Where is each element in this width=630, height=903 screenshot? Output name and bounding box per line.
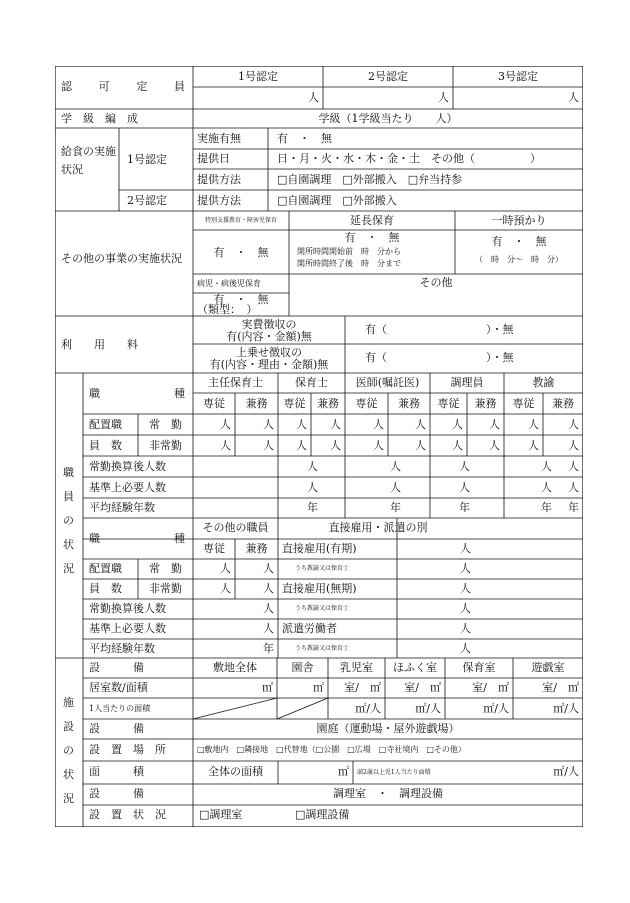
staff-cat-nurse: 保育士	[295, 376, 328, 389]
staff-other-staff: その他の職員	[202, 521, 269, 534]
temporary-care-time: （ 時 分～ 時 分）	[475, 255, 563, 264]
staff-year-unit: 年	[263, 642, 274, 655]
staff-unit: 人	[263, 418, 274, 431]
staff-unit: 人	[220, 582, 231, 595]
extended-care-label: 延長保育	[350, 214, 394, 227]
staff-irregular-label-2: 非常勤	[149, 582, 182, 595]
staff-unit: 人	[415, 418, 426, 431]
staff-unit: 人	[307, 481, 318, 494]
facility-per-person-unit: ㎡/人	[553, 702, 579, 715]
facility-per-person-unit: ㎡/人	[355, 702, 381, 715]
facility-per-person-unit: ㎡/人	[415, 702, 441, 715]
staff-teacher-note-3: うち教諭又は保育士	[295, 645, 350, 652]
meals-type1: 1号認定	[127, 153, 167, 166]
staff-unit: 人	[568, 418, 579, 431]
facility-equipment-label-3: 設 備	[89, 787, 144, 800]
staff-unit: 人	[263, 622, 274, 635]
staff-unit: 人	[528, 439, 539, 452]
staff-cat-doctor: 医師(嘱託医)	[355, 376, 420, 389]
meals-method-value-type1: □自園調理 □外部搬入 □弁当持参	[277, 173, 463, 186]
staff-placement-label-b: 員 数	[89, 439, 122, 452]
staff-unit: 人	[415, 439, 426, 452]
other-projects-label: その他の事業の実施状況	[61, 252, 182, 265]
staff-unit: 人	[460, 562, 471, 575]
staff-unit: 人	[528, 418, 539, 431]
meals-type2: 2号認定	[127, 194, 167, 207]
facility-area-unit: ㎡	[262, 681, 273, 694]
staff-dual-4: 兼務	[474, 397, 497, 410]
facility-area-unit: ㎡	[313, 681, 324, 694]
staff-unit: 人	[459, 481, 470, 494]
facility-space-nursery-room: 保育室	[462, 661, 496, 674]
facility-label: 施設の状況	[63, 696, 74, 805]
fees-surcharge-value: 有（ ）・無	[365, 351, 514, 364]
staff-unit: 人	[390, 481, 401, 494]
staff-fulltime-4: 専従	[437, 397, 460, 410]
staff-unit: 人	[452, 439, 463, 452]
staff-unit: 人	[373, 418, 384, 431]
facility-room-area-label: 居室数/面積	[89, 681, 148, 694]
staff-unit: 人	[460, 602, 471, 615]
capacity-header-type2: 2号認定	[368, 70, 408, 83]
staff-dispatch: 派遣労働者	[282, 622, 337, 635]
facility-space-building: 園舎	[291, 661, 314, 674]
staff-fulltime-1: 専従	[203, 397, 225, 410]
staff-unit: 人	[568, 481, 579, 494]
staff-unit: 人	[263, 562, 274, 575]
staff-regular-label: 常 勤	[149, 418, 182, 431]
staff-irregular-label: 非常勤	[149, 439, 182, 452]
facility-room-area-unit: 室/ ㎡	[404, 681, 441, 694]
staff-placement-label-a-2: 配置職	[89, 562, 122, 575]
staff-dual-5: 兼務	[552, 397, 574, 410]
facility-space-crawling-room: ほふく室	[393, 661, 437, 674]
staff-unit: 人	[541, 481, 552, 494]
staff-avg-years-label: 平均経験年数	[89, 501, 155, 514]
fees-label: 利 用 料	[61, 338, 138, 351]
facility-per-child-unit: ㎡/人	[553, 765, 579, 778]
facility-area-label: 面 積	[89, 765, 144, 778]
staff-unit: 人	[489, 439, 500, 452]
facility-per-person-unit: ㎡/人	[483, 702, 509, 715]
facility-equipment-label: 設 備	[89, 661, 144, 674]
facility-room-area-unit: 室/ ㎡	[344, 681, 381, 694]
staff-unit: 人	[220, 562, 231, 575]
staff-other-fulltime: 専従	[203, 542, 225, 555]
class-org-label: 学 級 編 成	[61, 112, 138, 125]
staff-unit: 人	[296, 439, 307, 452]
fees-surcharge-line2: 有(内容・理由・金額)無	[209, 358, 329, 371]
facility-space-site: 敷地全体	[213, 661, 257, 674]
staff-fte-label: 常勤換算後人数	[89, 460, 166, 473]
meals-impl-value: 有 ・ 無	[277, 132, 332, 145]
staff-placement-label-a: 配置職	[89, 418, 122, 431]
sick-care-type: （類型： ）	[197, 303, 258, 316]
staff-unit: 人	[460, 542, 471, 555]
staff-cat-cook: 調理員	[450, 376, 484, 389]
facility-total-area-label: 全体の面積	[208, 765, 263, 778]
staff-unit: 人	[452, 418, 463, 431]
facility-status-form	[55, 66, 583, 827]
staff-unit: 人	[489, 418, 500, 431]
staff-unit: 人	[220, 439, 231, 452]
extended-care-end: 開所時間終了後 時 分まで	[297, 259, 401, 268]
staff-year-unit: 年	[390, 501, 401, 514]
meals-method-label-type2: 提供方法	[197, 194, 241, 207]
staff-unit: 人	[373, 439, 384, 452]
class-org-text: 学級（1学級当たり 人）	[318, 112, 458, 125]
staff-placement-label-b-2: 員 数	[89, 582, 122, 595]
facility-equipment-label-2: 設 備	[89, 722, 144, 735]
staff-fulltime-3: 専従	[355, 397, 378, 410]
extended-care-value: 有 ・ 無	[344, 231, 400, 244]
fees-actual-line1: 実費徴収の	[241, 318, 297, 331]
fees-actual-value: 有（ ）・無	[365, 323, 514, 336]
capacity-unit-type1: 人	[308, 91, 319, 104]
staff-year-unit: 年	[568, 501, 579, 514]
staff-dual-3: 兼務	[398, 397, 420, 410]
facility-install-label: 設 置 状 況	[89, 808, 166, 821]
staff-teacher-note-2: うち教諭又は保育士	[295, 605, 350, 612]
staff-fulltime-5: 専従	[512, 397, 535, 410]
meals-days-value: 日・月・火・水・木・金・土 その他（ ）	[277, 152, 541, 165]
staff-unit: 人	[541, 460, 552, 473]
capacity-unit-type3: 人	[568, 91, 579, 104]
staff-teacher-note: うち教諭又は保育士	[295, 565, 350, 572]
meals-impl-label: 実施有無	[197, 132, 241, 145]
staff-cat-chief-nurse: 主任保育士	[208, 376, 263, 389]
staff-unit: 人	[296, 418, 307, 431]
staff-fte-label-2: 常勤換算後人数	[89, 602, 166, 615]
staff-unit: 人	[459, 460, 470, 473]
staff-job-type-label: 職 種	[89, 387, 185, 400]
facility-room-area-unit: 室/ ㎡	[472, 681, 509, 694]
staff-unit: 人	[460, 642, 471, 655]
staff-cat-teacher: 教諭	[532, 376, 555, 389]
staff-unit: 人	[220, 418, 231, 431]
facility-total-area-unit: ㎡	[338, 765, 349, 778]
sick-care-value: 有 ・ 無	[213, 293, 269, 306]
staff-direct-indefinite: 直接雇用(無期)	[282, 582, 357, 595]
staff-unit: 人	[460, 582, 471, 595]
facility-location-value: □敷地内 □隣接地 □代替地（□公園 □広場 □寺社境内 □その他）	[197, 745, 466, 754]
capacity-header-type3: 3号認定	[498, 70, 538, 83]
staff-dual-2: 兼務	[317, 397, 339, 410]
staff-required-label-2: 基準上必要人数	[89, 622, 166, 635]
meals-days-label: 提供日	[197, 152, 230, 165]
fees-surcharge-line1: 上乗せ徴収の	[236, 346, 302, 359]
facility-room-area-unit: 室/ ㎡	[542, 681, 579, 694]
staff-dual-1: 兼務	[245, 397, 268, 410]
staff-employment-header: 直接雇用・派遣の別	[328, 521, 428, 534]
facility-kitchen: 調理室 ・ 調理設備	[333, 787, 443, 800]
staff-unit: 人	[307, 460, 318, 473]
temporary-care-value: 有 ・ 無	[491, 235, 547, 248]
capacity-unit-type2: 人	[438, 91, 449, 104]
facility-location-label: 設 置 場 所	[89, 743, 166, 756]
capacity-header-type1: 1号認定	[238, 70, 278, 83]
staff-unit: 人	[330, 439, 341, 452]
facility-garden: 園庭（運動場・屋外遊戯場）	[316, 722, 460, 735]
staff-direct-fixed: 直接雇用(有期)	[282, 542, 357, 555]
staff-avg-years-label-2: 平均経験年数	[89, 642, 155, 655]
staff-unit: 人	[263, 439, 274, 452]
meals-method-label-type1: 提供方法	[197, 173, 241, 186]
staff-unit: 人	[390, 460, 401, 473]
extended-care-start: 開所時間開始前 時 分から	[297, 247, 401, 256]
facility-per-child-note: 満2歳以上児1人当たり面積	[357, 769, 431, 776]
staff-unit: 人	[263, 582, 274, 595]
staff-regular-label-2: 常 勤	[149, 562, 182, 575]
staff-other-dual: 兼務	[245, 542, 268, 555]
fees-actual-line2: 有(内容・金額)無	[226, 330, 312, 343]
facility-space-play-room: 遊戯室	[531, 661, 565, 674]
staff-fulltime-2: 専従	[283, 397, 306, 410]
staff-job-type-label-2: 職 種	[89, 532, 185, 545]
facility-per-person-label: 1人当たりの面積	[89, 704, 151, 713]
staff-required-label: 基準上必要人数	[89, 481, 166, 494]
special-support-value: 有 ・ 無	[213, 246, 269, 259]
staff-year-unit: 年	[307, 501, 318, 514]
meals-method-value-type2: □自園調理 □外部搬入	[277, 194, 397, 207]
sick-care-label: 病児・病後児保育	[197, 279, 261, 288]
other-projects-other: その他	[419, 276, 453, 289]
facility-kitchen-equipment: □調理設備	[295, 808, 350, 821]
facility-space-infant-room: 乳児室	[340, 661, 373, 674]
staff-unit: 人	[460, 622, 471, 635]
staff-unit: 人	[330, 418, 341, 431]
staff-unit: 人	[568, 460, 579, 473]
staff-unit: 人	[568, 439, 579, 452]
meals-label: 給食の実施状況	[61, 145, 116, 176]
staff-year-unit: 年	[541, 501, 552, 514]
staff-label: 職員の状況	[63, 466, 74, 575]
facility-kitchen-room: □調理室	[199, 808, 243, 821]
staff-year-unit: 年	[459, 501, 470, 514]
staff-unit: 人	[263, 602, 274, 615]
special-support-label: 特別支援教育・障害児保育	[204, 217, 277, 224]
capacity-label: 認 可 定 員	[61, 80, 185, 93]
temporary-care-label: 一時預かり	[491, 214, 547, 227]
